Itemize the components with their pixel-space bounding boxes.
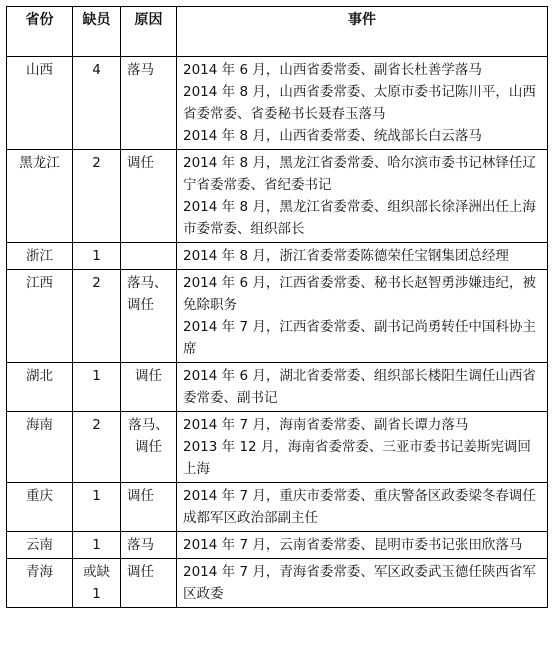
gap-cell: 1 — [73, 483, 121, 532]
gap-cell: 4 — [73, 57, 121, 150]
table-row — [7, 150, 548, 243]
gap-cell: 2 — [73, 412, 121, 483]
gap-cell: 1 — [73, 363, 121, 412]
table-row — [7, 483, 548, 532]
events-cell — [177, 363, 548, 412]
table-row — [7, 57, 548, 150]
events-cell — [177, 532, 548, 559]
province-cell: 重庆 — [7, 483, 73, 532]
gap-cell: 2 — [73, 270, 121, 363]
reason-cell: 调任 — [121, 559, 177, 608]
reason-cell — [121, 243, 177, 270]
vacancy-table — [6, 6, 548, 608]
event-text: 2014 年 8 月，山西省委常委、太原市委书记陈川平，山西省委常委、省委秘书长聂春玉落马 — [183, 84, 536, 122]
events-cell — [177, 150, 548, 243]
event-text: 2014 年 7 月，江西省委常委、副书记尚勇转任中国科协主席 — [183, 319, 536, 357]
events-cell — [177, 412, 548, 483]
gap-cell: 2 — [73, 150, 121, 243]
header-events: 事件 — [177, 7, 548, 57]
reason-cell: 调任 — [121, 363, 177, 412]
gap-cell: 或缺1 — [73, 559, 121, 608]
events-cell — [177, 57, 548, 150]
event-text: 2014 年 7 月，海南省委常委、副省长谭力落马 — [183, 417, 469, 433]
reason-cell: 调任 — [121, 150, 177, 243]
table-row — [7, 532, 548, 559]
event-text: 2014 年 7 月，云南省委常委、昆明市委书记张田欣落马 — [183, 537, 523, 553]
events-cell — [177, 270, 548, 363]
gap-cell: 1 — [73, 532, 121, 559]
gap-cell: 1 — [73, 243, 121, 270]
event-text: 2014 年 8 月，黑龙江省委常委、哈尔滨市委书记林铎任辽宁省委常委、省纪委书记 — [183, 155, 536, 193]
province-cell: 黑龙江 — [7, 150, 73, 243]
reason-cell: 落马 — [121, 57, 177, 150]
province-cell: 山西 — [7, 57, 73, 150]
province-cell: 云南 — [7, 532, 73, 559]
table-row — [7, 270, 548, 363]
event-text: 2014 年 7 月，青海省委常委、军区政委武玉德任陕西省军区政委 — [183, 564, 536, 602]
table-row — [7, 243, 548, 270]
province-cell: 浙江 — [7, 243, 73, 270]
header-row — [7, 7, 548, 57]
reason-cell: 落马 — [121, 532, 177, 559]
events-cell — [177, 483, 548, 532]
events-cell — [177, 559, 548, 608]
table-row — [7, 559, 548, 608]
reason-cell: 落马、调任 — [121, 270, 177, 363]
header-gap: 缺员 — [73, 7, 121, 57]
event-text: 2013 年 12 月，海南省委常委、三亚市委书记姜斯宪调回上海 — [183, 439, 531, 477]
table-row — [7, 412, 548, 483]
header-reason: 原因 — [121, 7, 177, 57]
events-cell — [177, 243, 548, 270]
province-cell: 江西 — [7, 270, 73, 363]
province-cell: 湖北 — [7, 363, 73, 412]
header-province: 省份 — [7, 7, 73, 57]
event-text: 2014 年 6 月，江西省委常委、秘书长赵智勇涉嫌违纪，被免除职务 — [183, 275, 536, 313]
event-text: 2014 年 8 月，浙江省委常委陈德荣任宝钢集团总经理 — [183, 248, 509, 264]
province-cell: 海南 — [7, 412, 73, 483]
table-row — [7, 363, 548, 412]
event-text: 2014 年 7 月，重庆市委常委、重庆警备区政委梁冬春调任成都军区政治部副主任 — [183, 488, 536, 526]
event-text: 2014 年 8 月，黑龙江省委常委、组织部长徐泽洲出任上海市委常委、组织部长 — [183, 199, 536, 237]
reason-cell: 调任 — [121, 483, 177, 532]
reason-cell: 落马、调任 — [121, 412, 177, 483]
event-text: 2014 年 8 月，山西省委常委、统战部长白云落马 — [183, 128, 482, 144]
event-text: 2014 年 6 月，湖北省委常委、组织部长楼阳生调任山西省委常委、副书记 — [183, 368, 536, 406]
event-text: 2014 年 6 月，山西省委常委、副省长杜善学落马 — [183, 62, 482, 78]
province-cell: 青海 — [7, 559, 73, 608]
